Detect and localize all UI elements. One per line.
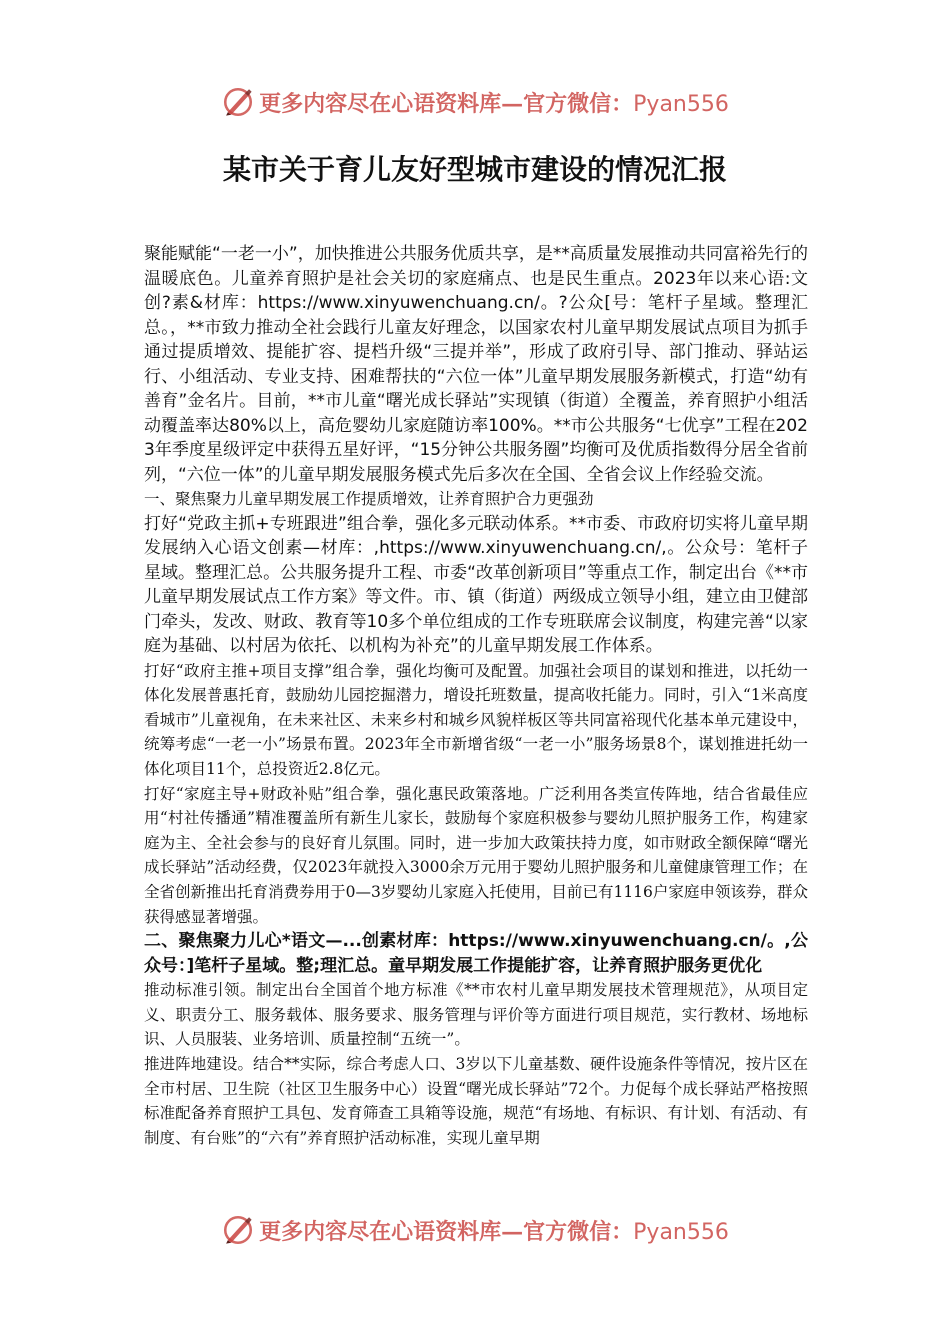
document-body xyxy=(144,242,808,1150)
document-title: 某市关于育儿友好型城市建设的情况汇报 xyxy=(222,153,727,186)
watermark-banner-top xyxy=(0,80,950,124)
watermark-banner-bottom xyxy=(0,1208,950,1252)
watermark-bottom-text: 更多内容尽在心语资料库—官方微信： xyxy=(259,1218,634,1245)
pen-logo-icon xyxy=(221,1213,255,1247)
section-heading-2: 二、聚焦聚力儿心*语文—...创素材库：https://www.xinyuwenchuang.cn/。,公众号：]笔杆子星域。整;理汇总。童早期发展工作提能扩容，让养育照护服务更优化 xyxy=(144,931,808,976)
pen-logo-icon xyxy=(221,85,255,119)
paragraph-stations: 推进阵地建设。结合**实际，综合考虑人口、3岁以下儿童基数、硬件设施条件等情况，按片区在全市村居、卫生院（社区卫生服务中心）设置“曙光成长驿站”72个。力促每个成长驿站严格按照标准配备养育照护工具包、发育筛查工具箱等设施，规范“有场地、有标识、有计划、有活动、有制度、有台账”的“六有”养育照护活动标准，实现儿童早期 xyxy=(144,1054,808,1147)
paragraph-standards: 推动标准引领。制定出台全国首个地方标准《**市农村儿童早期发展技术管理规范》，从项目定义、职责分工、服务载体、服务要求、服务管理与评价等方面进行项目规范，实行教材、场地标识、人员服装、业务培训、质量控制“五统一”。 xyxy=(144,981,808,1049)
paragraph-party-led: 打好“党政主抓+专班跟进”组合拳，强化多元联动体系。**市委、市政府切实将儿童早期发展纳入心语文创素—材库：,https://www.xinyuwenchuang.cn/,。公众号：笔杆子星域。整理汇总。公共服务提升工程、市委“改革创新项目”等重点工作，制定出台《**市儿童早期发展试点工作方案》等文件。市、镇（街道）两级成立领导小组，建立由卫健部门牵头，发改、财政、教育等10多个单位组成的工作专班联席会议制度，构建完善“以家庭为基础、以村居为依托、以机构为补充”的儿童早期发展工作体系。 xyxy=(144,513,808,657)
watermark-top-text: 更多内容尽在心语资料库—官方微信： xyxy=(259,90,634,117)
watermark-top-id: Pyan556 xyxy=(633,91,729,117)
paragraph-government-led: 打好“政府主推+项目支撑”组合拳，强化均衡可及配置。加强社会项目的谋划和推进，以托幼一体化发展普惠托育，鼓励幼儿园挖掘潜力，增设托班数量，提高收托能力。同时，引入“1米高度看城市”儿童视角，在未来社区、未来乡村和城乡风貌样板区等共同富裕现代化基本单元建设中，统筹考虑“一老一小”场景布置。2023年全市新增省级“一老一小”服务场景8个，谋划推进托幼一体化项目11个，总投资近2.8亿元。 xyxy=(144,661,808,778)
intro-paragraph: 聚能赋能“一老一小”，加快推进公共服务优质共享，是**高质量发展推动共同富裕先行的温暖底色。儿童养育照护是社会关切的家庭痛点、也是民生重点。2023年以来心语:文创?素&材库：https://www.xinyuwenchuang.cn/。?公众[号：笔杆子星域。整理汇总。，**市致力推动全社会践行儿童友好理念，以国家农村儿童早期发展试点项目为抓手通过提质增效、提能扩容、提档升级“三提并举”，形成了政府引导、部门推动、驿站运行、小组活动、专业支持、困难帮扶的“六位一体”儿童早期发展服务新模式，打造“幼有善育”金名片。目前，**市儿童“曙光成长驿站”实现镇（街道）全覆盖，养育照护小组活动覆盖率达80%以上，高危婴幼儿家庭随访率100%。**市公共服务“七优享”工程在2023年季度星级评定中获得五星好评，“15分钟公共服务圈”均衡可及优质指数得分居全省前列，“六位一体”的儿童早期发展服务模式先后多次在全国、全省会议上作经验交流。 xyxy=(144,244,808,485)
paragraph-family-led: 打好“家庭主导+财政补贴”组合拳，强化惠民政策落地。广泛利用各类宣传阵地，结合省最佳应用“村社传播通”精准覆盖所有新生儿家长，鼓励每个家庭积极参与婴幼儿照护服务工作，构建家庭为主、全社会参与的良好育儿氛围。同时，进一步加大政策扶持力度，如市财政全额保障“曙光成长驿站”活动经费，仅2023年就投入3000余万元用于婴幼儿照护服务和儿童健康管理工作；在全省创新推出托育消费券用于0—3岁婴幼儿家庭入托使用，目前已有1116户家庭申领该券，群众获得感显著增强。 xyxy=(144,784,808,926)
section-heading-1: 一、聚焦聚力儿童早期发展工作提质增效，让养育照护合力更强劲 xyxy=(144,490,594,508)
watermark-bottom-id: Pyan556 xyxy=(633,1219,729,1245)
